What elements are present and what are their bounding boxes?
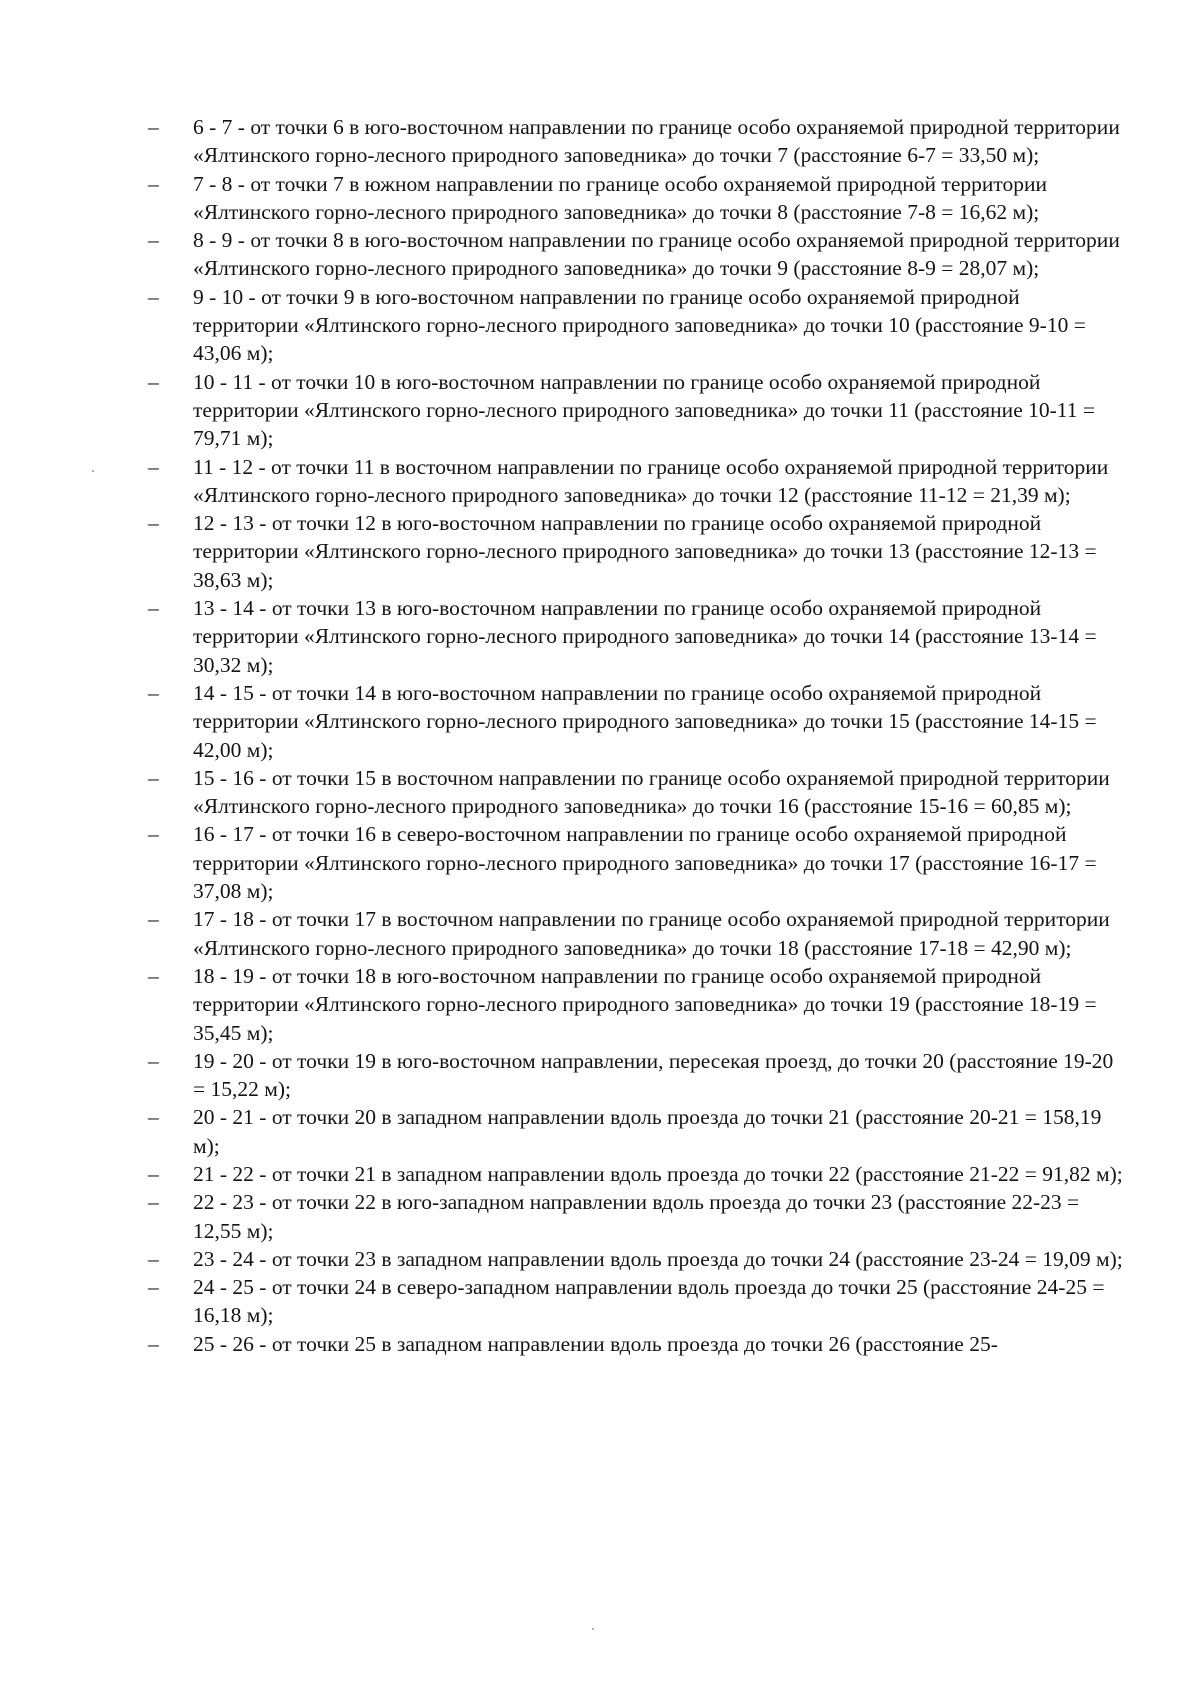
list-item-text: 23 - 24 - от точки 23 в западном направлении вдоль проезда до точки 24 (расстояние 23-24 = 19,09 м); bbox=[193, 1246, 1123, 1271]
dash-bullet: – bbox=[148, 1246, 159, 1271]
dash-bullet: – bbox=[148, 1048, 159, 1073]
list-item-text: 17 - 18 - от точки 17 в восточном направлении по границе особо охраняемой природной территории «Ялтинского горно-лесного природного заповедника» до точки 18 (расстояние 17-18 = 42,90 м); bbox=[193, 907, 1110, 960]
list-item-text: 21 - 22 - от точки 21 в западном направлении вдоль проезда до точки 22 (расстояние 21-22 = 91,82 м); bbox=[193, 1161, 1123, 1186]
list-item-text: 15 - 16 - от точки 15 в восточном направлении по границе особо охраняемой природной территории «Ялтинского горно-лесного природного заповедника» до точки 16 (расстояние 15-16 = 60,85 м); bbox=[193, 765, 1110, 819]
dash-bullet: – bbox=[148, 765, 159, 790]
list-item bbox=[148, 283, 1128, 368]
dash-bullet: – bbox=[148, 1190, 159, 1215]
dash-bullet: – bbox=[148, 228, 159, 253]
list-item-text: 18 - 19 - от точки 18 в юго-восточном направлении по границе особо охраняемой природной территории «Ялтинского горно-лесного природного заповедника» до точки 19 (расстояние 18-19 = 35,45 м); bbox=[193, 963, 1097, 1045]
dash-bullet: – bbox=[148, 680, 159, 705]
dash-bullet: – bbox=[148, 907, 159, 932]
dash-bullet: – bbox=[148, 454, 159, 479]
list-item bbox=[148, 905, 1128, 962]
list-item bbox=[148, 1245, 1128, 1273]
list-item bbox=[148, 453, 1128, 510]
dash-bullet: – bbox=[148, 822, 159, 847]
list-item-text: 10 - 11 - от точки 10 в юго-восточном направлении по границе особо охраняемой природной территории «Ялтинского горно-лесного природного заповедника» до точки 11 (расстояние 10-11 = 79,71 м); bbox=[193, 369, 1095, 451]
dash-bullet: – bbox=[148, 1105, 159, 1130]
list-item bbox=[148, 113, 1128, 170]
dash-bullet: – bbox=[148, 596, 159, 621]
list-item-text: 24 - 25 - от точки 24 в северо-западном направлении вдоль проезда до точки 25 (расстояние 24-25 = 16,18 м); bbox=[193, 1275, 1105, 1328]
list-item bbox=[148, 1188, 1128, 1245]
dash-bullet: – bbox=[148, 1275, 159, 1300]
list-item bbox=[148, 170, 1128, 227]
dash-bullet: – bbox=[148, 963, 159, 988]
dash-bullet: – bbox=[148, 115, 159, 139]
boundary-description-list bbox=[148, 113, 1128, 1358]
list-item-text: 19 - 20 - от точки 19 в юго-восточном направлении, пересекая проезд, до точки 20 (расстояние 19-20 = 15,22 м); bbox=[193, 1048, 1114, 1102]
list-item-text: 12 - 13 - от точки 12 в юго-восточном направлении по границе особо охраняемой природной территории «Ялтинского горно-лесного природного заповедника» до точки 13 (расстояние 12-13 = 38,63 м); bbox=[193, 511, 1097, 592]
list-item-text: 11 - 12 - от точки 11 в восточном направлении по границе особо охраняемой природной территории «Ялтинского горно-лесного природного заповедника» до точки 12 (расстояние 11-12 = 21,39 м); bbox=[193, 454, 1109, 507]
list-item bbox=[148, 594, 1128, 679]
list-item-text: 13 - 14 - от точки 13 в юго-восточном направлении по границе особо охраняемой природной территории «Ялтинского горно-лесного природного заповедника» до точки 14 (расстояние 13-14 = 30,32 м); bbox=[193, 596, 1097, 677]
list-item bbox=[148, 226, 1128, 283]
list-item bbox=[148, 1330, 1128, 1358]
dash-bullet: – bbox=[148, 369, 159, 394]
scan-speck bbox=[92, 470, 94, 472]
dash-bullet: – bbox=[148, 1331, 159, 1356]
list-item-text: 20 - 21 - от точки 20 в западном направлении вдоль проезда до точки 21 (расстояние 20-21 = 158,19 м); bbox=[193, 1105, 1102, 1158]
list-item-text: 8 - 9 - от точки 8 в юго-восточном направлении по границе особо охраняемой природной территории «Ялтинского горно-лесного природного заповедника» до точки 9 (расстояние 8-9 = 28,07 м); bbox=[193, 228, 1120, 281]
list-item-text: 16 - 17 - от точки 16 в северо-восточном направлении по границе особо охраняемой природной территории «Ялтинского горно-лесного природного заповедника» до точки 17 (расстояние 16-17 = 37,08 м); bbox=[193, 822, 1097, 904]
list-item-text: 25 - 26 - от точки 25 в западном направлении вдоль проезда до точки 26 (расстояние 25- bbox=[193, 1331, 998, 1356]
list-item bbox=[148, 1273, 1128, 1330]
dash-bullet: – bbox=[148, 511, 159, 536]
list-item-text: 22 - 23 - от точки 22 в юго-западном направлении вдоль проезда до точки 23 (расстояние 22-23 = 12,55 м); bbox=[193, 1190, 1080, 1243]
list-item-text: 14 - 15 - от точки 14 в юго-восточном направлении по границе особо охраняемой природной территории «Ялтинского горно-лесного природного заповедника» до точки 15 (расстояние 14-15 = 42,00 м); bbox=[193, 680, 1097, 762]
list-item bbox=[148, 679, 1128, 764]
list-item bbox=[148, 820, 1128, 905]
scan-speck bbox=[592, 1628, 594, 1630]
list-item bbox=[148, 1103, 1128, 1160]
list-item bbox=[148, 368, 1128, 453]
dash-bullet: – bbox=[148, 171, 159, 196]
list-item-text: 7 - 8 - от точки 7 в южном направлении по границе особо охраняемой природной территории «Ялтинского горно-лесного природного заповедника» до точки 8 (расстояние 7-8 = 16,62 м); bbox=[193, 171, 1047, 224]
list-item bbox=[148, 1160, 1128, 1188]
list-item bbox=[148, 509, 1128, 594]
list-item-text: 9 - 10 - от точки 9 в юго-восточном направлении по границе особо охраняемой природной территории «Ялтинского горно-лесного природного заповедника» до точки 10 (расстояние 9-10 = 43,06 м); bbox=[193, 284, 1086, 366]
list-item bbox=[148, 764, 1128, 821]
dash-bullet: – bbox=[148, 1161, 159, 1186]
list-item-text: 6 - 7 - от точки 6 в юго-восточном направлении по границе особо охраняемой природной территории «Ялтинского горно-лесного природного заповедника» до точки 7 (расстояние 6-7 = 33,50 м); bbox=[193, 115, 1120, 168]
dash-bullet: – bbox=[148, 284, 159, 309]
list-item bbox=[148, 1047, 1128, 1104]
list-item bbox=[148, 962, 1128, 1047]
